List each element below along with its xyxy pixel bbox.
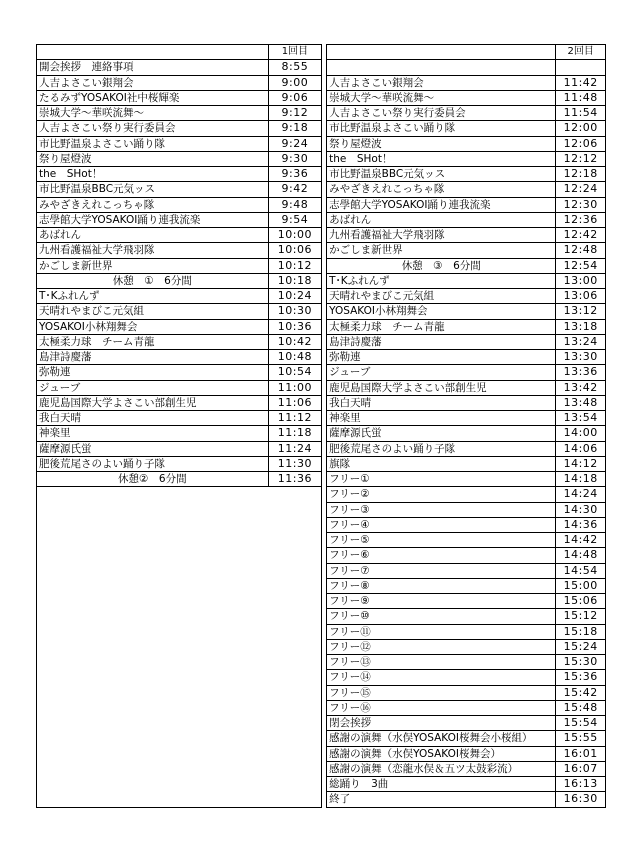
round2-item-name: フリー⑧ bbox=[327, 578, 556, 593]
round2-item-time: 12:24 bbox=[556, 182, 606, 197]
round1-item-time: 9:54 bbox=[268, 212, 321, 227]
round2-item-name: フリー⑦ bbox=[327, 563, 556, 578]
round1-item-time: 10:18 bbox=[268, 273, 321, 288]
round2-item-name: フリー⑥ bbox=[327, 548, 556, 563]
round1-item-time: 11:36 bbox=[268, 472, 321, 487]
round1-item-time: 9:30 bbox=[268, 151, 321, 166]
round2-item-name: フリー② bbox=[327, 487, 556, 502]
round2-item-time: 14:18 bbox=[556, 472, 606, 487]
round1-empty-cell bbox=[37, 655, 269, 670]
round2-item-time: 13:12 bbox=[556, 304, 606, 319]
round1-item-name: 志學館大学YOSAKOI踊り連我流楽 bbox=[37, 212, 269, 227]
round1-empty-cell bbox=[268, 792, 321, 807]
round2-item-name: 天晴れやまびこ元気組 bbox=[327, 289, 556, 304]
round2-item-time: 15:24 bbox=[556, 639, 606, 654]
round2-item-time: 12:36 bbox=[556, 212, 606, 227]
round2-item-time: 12:00 bbox=[556, 121, 606, 136]
round2-item-time: 11:54 bbox=[556, 106, 606, 121]
round2-item-name: 感謝の演舞（水俣YOSAKOI桜舞会小桜組） bbox=[327, 731, 556, 746]
round1-item-name: 神楽里 bbox=[37, 426, 269, 441]
round1-empty-cell bbox=[268, 655, 321, 670]
round2-header: 2回目 bbox=[556, 45, 606, 60]
schedule-sheet bbox=[36, 44, 606, 808]
table-row bbox=[37, 746, 606, 761]
round1-item-time: 11:06 bbox=[268, 395, 321, 410]
round2-item-time: 15:18 bbox=[556, 624, 606, 639]
round2-item-time: 11:42 bbox=[556, 75, 606, 90]
round1-empty-cell bbox=[37, 639, 269, 654]
round2-item-time: 14:42 bbox=[556, 533, 606, 548]
round1-empty-cell bbox=[268, 639, 321, 654]
table-row bbox=[37, 228, 606, 243]
round1-empty-cell bbox=[268, 624, 321, 639]
round1-item-name: 市比野温泉よさこい踊り隊 bbox=[37, 136, 269, 151]
table-row bbox=[37, 319, 606, 334]
round2-item-name: 旗隊 bbox=[327, 456, 556, 471]
table-row bbox=[37, 670, 606, 685]
round2-item-time: 15:12 bbox=[556, 609, 606, 624]
table-row bbox=[37, 258, 606, 273]
round2-item-name: フリー⑨ bbox=[327, 594, 556, 609]
table-row bbox=[37, 151, 606, 166]
round2-item-time: 14:36 bbox=[556, 517, 606, 532]
round2-item-name: 人吉よさこい祭り実行委員会 bbox=[327, 106, 556, 121]
round2-item-time: 16:01 bbox=[556, 746, 606, 761]
round1-item-time: 9:12 bbox=[268, 106, 321, 121]
round2-item-time: 12:06 bbox=[556, 136, 606, 151]
round2-item-time: 15:42 bbox=[556, 685, 606, 700]
round1-item-time: 10:30 bbox=[268, 304, 321, 319]
round1-item-name: あばれん bbox=[37, 228, 269, 243]
round1-empty-cell bbox=[37, 563, 269, 578]
round1-item-time: 9:42 bbox=[268, 182, 321, 197]
round2-item-time: 13:18 bbox=[556, 319, 606, 334]
round2-item-name: ジューブ bbox=[327, 365, 556, 380]
round2-item-time: 12:12 bbox=[556, 151, 606, 166]
round1-item-name: 太極柔力球 チーム青龍 bbox=[37, 334, 269, 349]
table-row bbox=[37, 212, 606, 227]
round2-item-name: みやざきえれこっちゃ隊 bbox=[327, 182, 556, 197]
round2-item-time: 13:42 bbox=[556, 380, 606, 395]
round1-empty-cell bbox=[37, 578, 269, 593]
round1-item-name: ジューブ bbox=[37, 380, 269, 395]
round2-item-name: 島津詩慶藩 bbox=[327, 334, 556, 349]
round2-item-name: フリー① bbox=[327, 472, 556, 487]
round2-item-name: フリー⑬ bbox=[327, 655, 556, 670]
table-row bbox=[37, 792, 606, 807]
round2-item-time: 14:06 bbox=[556, 441, 606, 456]
table-row bbox=[37, 502, 606, 517]
round1-item-name: the SHot！ bbox=[37, 167, 269, 182]
round2-item-name: かごしま新世界 bbox=[327, 243, 556, 258]
round1-item-name: 崇城大学～華咲流舞～ bbox=[37, 106, 269, 121]
table-row bbox=[37, 578, 606, 593]
round2-item-name: 弥勒連 bbox=[327, 350, 556, 365]
round2-item-name: フリー⑤ bbox=[327, 533, 556, 548]
round1-item-name: 休憩② 6分間 bbox=[37, 472, 269, 487]
round2-item-name: フリー⑩ bbox=[327, 609, 556, 624]
round2-item-time bbox=[556, 60, 606, 75]
round2-item-name: 鹿児島国際大学よさこい部創生児 bbox=[327, 380, 556, 395]
round1-item-time: 10:24 bbox=[268, 289, 321, 304]
round1-item-time: 10:12 bbox=[268, 258, 321, 273]
round2-item-name: フリー⑯ bbox=[327, 700, 556, 715]
round1-item-time: 11:00 bbox=[268, 380, 321, 395]
round1-empty-cell bbox=[268, 761, 321, 776]
round2-item-name: 志學館大学YOSAKOI踊り連我流楽 bbox=[327, 197, 556, 212]
round1-empty-cell bbox=[268, 670, 321, 685]
round2-item-name: 人吉よさこい銀翔会 bbox=[327, 75, 556, 90]
round1-item-name: 人吉よさこい銀翔会 bbox=[37, 75, 269, 90]
round1-empty-cell bbox=[268, 609, 321, 624]
round2-item-name: 総踊り 3曲 bbox=[327, 777, 556, 792]
round1-empty-cell bbox=[268, 716, 321, 731]
round2-item-name: 市比野温泉よさこい踊り隊 bbox=[327, 121, 556, 136]
round2-item-time: 15:30 bbox=[556, 655, 606, 670]
round1-empty-cell bbox=[268, 487, 321, 502]
round1-empty-cell bbox=[37, 700, 269, 715]
round1-item-time: 10:48 bbox=[268, 350, 321, 365]
table-row bbox=[37, 594, 606, 609]
round2-item-name: フリー④ bbox=[327, 517, 556, 532]
round2-item-time: 13:54 bbox=[556, 411, 606, 426]
round1-item-name: 肥後荒尾さのよい踊り子隊 bbox=[37, 456, 269, 471]
round1-item-name: かごしま新世界 bbox=[37, 258, 269, 273]
round2-item-name: 感謝の演舞（水俣YOSAKOI桜舞会） bbox=[327, 746, 556, 761]
table-row bbox=[37, 411, 606, 426]
table-row bbox=[37, 350, 606, 365]
table-row bbox=[37, 167, 606, 182]
round2-item-time: 15:54 bbox=[556, 716, 606, 731]
table-row bbox=[37, 380, 606, 395]
round2-item-time: 16:30 bbox=[556, 792, 606, 807]
table-row bbox=[37, 716, 606, 731]
round2-item-name: フリー⑭ bbox=[327, 670, 556, 685]
round1-item-time: 10:36 bbox=[268, 319, 321, 334]
round2-item-time: 11:48 bbox=[556, 90, 606, 105]
round1-item-time: 9:18 bbox=[268, 121, 321, 136]
round2-item-name: 休憩 ③ 6分間 bbox=[327, 258, 556, 273]
round1-empty-cell bbox=[268, 777, 321, 792]
round1-item-name: T･Kふれんず bbox=[37, 289, 269, 304]
round1-item-time: 10:54 bbox=[268, 365, 321, 380]
table-row bbox=[37, 777, 606, 792]
round1-header: 1回目 bbox=[268, 45, 321, 60]
round1-empty-cell bbox=[37, 533, 269, 548]
round1-item-name: 薩摩源氏蛍 bbox=[37, 441, 269, 456]
round2-item-time: 15:36 bbox=[556, 670, 606, 685]
round1-item-time: 8:55 bbox=[268, 60, 321, 75]
table-row bbox=[37, 90, 606, 105]
table-row bbox=[37, 655, 606, 670]
round2-item-time: 12:54 bbox=[556, 258, 606, 273]
round2-item-name: 祭り屋燈波 bbox=[327, 136, 556, 151]
table-row bbox=[37, 395, 606, 410]
round2-item-time: 13:36 bbox=[556, 365, 606, 380]
round2-item-time: 13:48 bbox=[556, 395, 606, 410]
round1-empty-cell bbox=[37, 716, 269, 731]
round1-empty-cell bbox=[268, 594, 321, 609]
schedule-table bbox=[36, 44, 606, 808]
round2-name-header bbox=[327, 45, 556, 60]
round1-item-name: 開会挨拶 連絡事項 bbox=[37, 60, 269, 75]
round1-empty-cell bbox=[37, 670, 269, 685]
round2-item-time: 15:55 bbox=[556, 731, 606, 746]
round2-item-name bbox=[327, 60, 556, 75]
round2-item-name: フリー⑪ bbox=[327, 624, 556, 639]
table-row bbox=[37, 136, 606, 151]
round2-item-time: 14:54 bbox=[556, 563, 606, 578]
round1-empty-cell bbox=[37, 685, 269, 700]
round2-item-name: 神楽里 bbox=[327, 411, 556, 426]
round2-item-time: 12:48 bbox=[556, 243, 606, 258]
round1-empty-cell bbox=[268, 517, 321, 532]
round2-item-time: 12:42 bbox=[556, 228, 606, 243]
round2-item-name: 終了 bbox=[327, 792, 556, 807]
table-row bbox=[37, 624, 606, 639]
round2-item-time: 15:48 bbox=[556, 700, 606, 715]
round2-item-time: 13:06 bbox=[556, 289, 606, 304]
table-row bbox=[37, 731, 606, 746]
round1-empty-cell bbox=[268, 700, 321, 715]
round1-name-header bbox=[37, 45, 269, 60]
table-row bbox=[37, 609, 606, 624]
round1-empty-cell bbox=[37, 487, 269, 502]
round1-item-name: 我白天晴 bbox=[37, 411, 269, 426]
round1-item-name: 天晴れやまびこ元気組 bbox=[37, 304, 269, 319]
round1-item-name: 鹿児島国際大学よさこい部創生児 bbox=[37, 395, 269, 410]
round1-item-time: 11:24 bbox=[268, 441, 321, 456]
round1-item-time: 9:24 bbox=[268, 136, 321, 151]
round2-item-name: 市比野温泉BBC元気ッス bbox=[327, 167, 556, 182]
table-row bbox=[37, 304, 606, 319]
table-row bbox=[37, 273, 606, 288]
round1-item-time: 9:00 bbox=[268, 75, 321, 90]
round1-empty-cell bbox=[37, 792, 269, 807]
header-row bbox=[37, 45, 606, 60]
round2-item-name: フリー③ bbox=[327, 502, 556, 517]
table-row bbox=[37, 456, 606, 471]
round2-item-name: the SHot！ bbox=[327, 151, 556, 166]
round2-item-name: 肥後荒尾さのよい踊り子隊 bbox=[327, 441, 556, 456]
round2-item-time: 15:06 bbox=[556, 594, 606, 609]
table-row bbox=[37, 700, 606, 715]
round1-empty-cell bbox=[37, 746, 269, 761]
table-row bbox=[37, 517, 606, 532]
round1-empty-cell bbox=[37, 731, 269, 746]
round1-empty-cell bbox=[268, 502, 321, 517]
round2-item-time: 14:48 bbox=[556, 548, 606, 563]
round2-item-name: T･Kふれんず bbox=[327, 273, 556, 288]
round2-item-time: 15:00 bbox=[556, 578, 606, 593]
table-row bbox=[37, 243, 606, 258]
round2-item-name: 崇城大学～華咲流舞～ bbox=[327, 90, 556, 105]
round1-empty-cell bbox=[37, 761, 269, 776]
round1-item-name: 祭り屋燈波 bbox=[37, 151, 269, 166]
round1-empty-cell bbox=[37, 777, 269, 792]
round2-item-time: 13:24 bbox=[556, 334, 606, 349]
round1-empty-cell bbox=[37, 609, 269, 624]
table-row bbox=[37, 197, 606, 212]
round1-empty-cell bbox=[37, 548, 269, 563]
round2-item-time: 14:30 bbox=[556, 502, 606, 517]
round1-item-name: YOSAKOI小林翔舞会 bbox=[37, 319, 269, 334]
table-row bbox=[37, 487, 606, 502]
round2-item-time: 14:24 bbox=[556, 487, 606, 502]
round1-item-name: 九州看護福祉大学飛羽隊 bbox=[37, 243, 269, 258]
table-row bbox=[37, 685, 606, 700]
round2-item-name: あばれん bbox=[327, 212, 556, 227]
round1-item-name: 弥勒連 bbox=[37, 365, 269, 380]
round1-item-time: 11:30 bbox=[268, 456, 321, 471]
round2-item-name: 薩摩源氏蛍 bbox=[327, 426, 556, 441]
table-row bbox=[37, 563, 606, 578]
table-row bbox=[37, 75, 606, 90]
round1-empty-cell bbox=[37, 502, 269, 517]
round2-item-time: 12:18 bbox=[556, 167, 606, 182]
round2-item-name: 閉会挨拶 bbox=[327, 716, 556, 731]
table-row bbox=[37, 60, 606, 75]
round1-empty-cell bbox=[268, 533, 321, 548]
round2-item-name: 九州看護福祉大学飛羽隊 bbox=[327, 228, 556, 243]
round2-item-time: 14:00 bbox=[556, 426, 606, 441]
round1-empty-cell bbox=[268, 731, 321, 746]
table-row bbox=[37, 548, 606, 563]
round1-item-time: 10:06 bbox=[268, 243, 321, 258]
table-row bbox=[37, 472, 606, 487]
round1-item-time: 10:42 bbox=[268, 334, 321, 349]
round2-item-name: 太極柔力球 チーム青龍 bbox=[327, 319, 556, 334]
round1-empty-cell bbox=[268, 548, 321, 563]
table-row bbox=[37, 365, 606, 380]
table-row bbox=[37, 334, 606, 349]
table-row bbox=[37, 639, 606, 654]
round1-item-time: 11:18 bbox=[268, 426, 321, 441]
round2-item-time: 16:07 bbox=[556, 761, 606, 776]
table-row bbox=[37, 121, 606, 136]
round1-item-time: 9:06 bbox=[268, 90, 321, 105]
table-row bbox=[37, 182, 606, 197]
round2-item-name: フリー⑫ bbox=[327, 639, 556, 654]
table-row bbox=[37, 761, 606, 776]
round1-empty-cell bbox=[37, 594, 269, 609]
round1-empty-cell bbox=[37, 517, 269, 532]
round1-item-name: 休憩 ① 6分間 bbox=[37, 273, 269, 288]
round1-empty-cell bbox=[268, 746, 321, 761]
round1-empty-cell bbox=[268, 563, 321, 578]
table-row bbox=[37, 289, 606, 304]
round1-empty-cell bbox=[37, 624, 269, 639]
round1-item-name: 島津詩慶藩 bbox=[37, 350, 269, 365]
round2-item-name: YOSAKOI小林翔舞会 bbox=[327, 304, 556, 319]
round1-item-time: 9:36 bbox=[268, 167, 321, 182]
round1-item-name: たるみずYOSAKOI社中桜輝楽 bbox=[37, 90, 269, 105]
round1-empty-cell bbox=[268, 578, 321, 593]
round2-item-name: 感謝の演舞（恋龍水俣＆五ツ太鼓彩流） bbox=[327, 761, 556, 776]
round1-item-name: みやざきえれこっちゃ隊 bbox=[37, 197, 269, 212]
round1-item-time: 11:12 bbox=[268, 411, 321, 426]
round2-item-time: 14:12 bbox=[556, 456, 606, 471]
round1-empty-cell bbox=[268, 685, 321, 700]
table-row bbox=[37, 441, 606, 456]
round2-item-time: 13:30 bbox=[556, 350, 606, 365]
round2-item-name: 我白天晴 bbox=[327, 395, 556, 410]
round2-item-name: フリー⑮ bbox=[327, 685, 556, 700]
round1-item-time: 9:48 bbox=[268, 197, 321, 212]
round2-item-time: 13:00 bbox=[556, 273, 606, 288]
table-row bbox=[37, 426, 606, 441]
round2-item-time: 16:13 bbox=[556, 777, 606, 792]
round2-item-time: 12:30 bbox=[556, 197, 606, 212]
table-row bbox=[37, 106, 606, 121]
table-row bbox=[37, 533, 606, 548]
round1-item-name: 市比野温泉BBC元気ッス bbox=[37, 182, 269, 197]
round1-item-time: 10:00 bbox=[268, 228, 321, 243]
round1-item-name: 人吉よさこい祭り実行委員会 bbox=[37, 121, 269, 136]
